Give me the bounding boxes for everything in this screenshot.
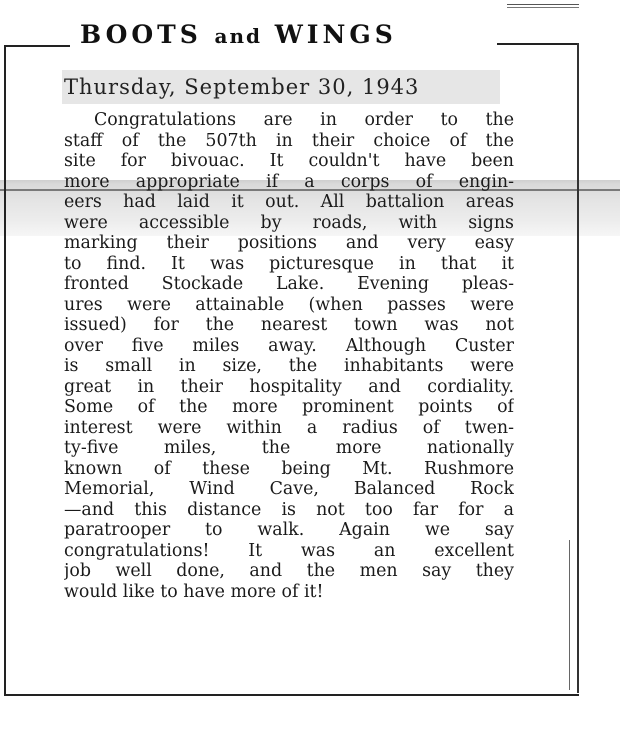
article-line: site for bivouac. It couldn't have been [64, 151, 514, 171]
masthead-conjunction: and [214, 24, 263, 48]
article-line: to find. It was picturesque in that it [64, 253, 514, 274]
article-line: Congratulations are in order to the [94, 110, 514, 130]
article-line: Memorial, Wind Cave, Balanced Rock [64, 479, 514, 499]
article-line: ty-five miles, the more nationally [64, 438, 514, 458]
top-rule [507, 4, 579, 5]
article-body [64, 110, 514, 602]
masthead-word: WINGS [274, 20, 397, 49]
border-right-inner [569, 540, 570, 690]
article-line: is small in size, the inhabitants were [64, 356, 514, 376]
article-line: fronted Stockade Lake. Evening pleas- [64, 274, 514, 294]
article-line: issued) for the nearest town was not [64, 315, 514, 335]
dateline: Thursday, September 30, 1943 [64, 75, 420, 99]
border-left [4, 45, 6, 695]
article-line: eers had laid it out. All battalion areas [64, 192, 514, 212]
article-line: congratulations! It was an excellent [64, 540, 514, 561]
article-line: Some of the more prominent points of [64, 397, 514, 417]
article-line: great in their hospitality and cordiality. [64, 376, 514, 397]
article-line: known of these being Mt. Rushmore [64, 458, 514, 479]
border-top-left [4, 45, 70, 47]
article-line: would like to have more of it! [64, 581, 324, 602]
border-right [577, 43, 579, 693]
article-line: job well done, and the men say they [64, 561, 514, 581]
article-line: marking their positions and very easy [64, 233, 514, 253]
article-line: staff of the 507th in their choice of the [64, 130, 514, 151]
masthead-title [80, 16, 500, 54]
article-line: over five miles away. Although Custer [64, 335, 514, 356]
article-line: —and this distance is not too far for a [64, 499, 514, 520]
article-line: were accessible by roads, with signs [64, 212, 514, 233]
article-line: paratrooper to walk. Again we say [64, 520, 514, 540]
article-line: more appropriate if a corps of engin- [64, 171, 514, 192]
border-top-right [497, 43, 579, 45]
top-rule [507, 7, 579, 8]
masthead-word: BOOTS [80, 20, 202, 49]
article-line: interest were within a radius of twen- [64, 417, 514, 438]
border-bottom [4, 694, 579, 696]
article-line: ures were attainable (when passes were [64, 294, 514, 315]
